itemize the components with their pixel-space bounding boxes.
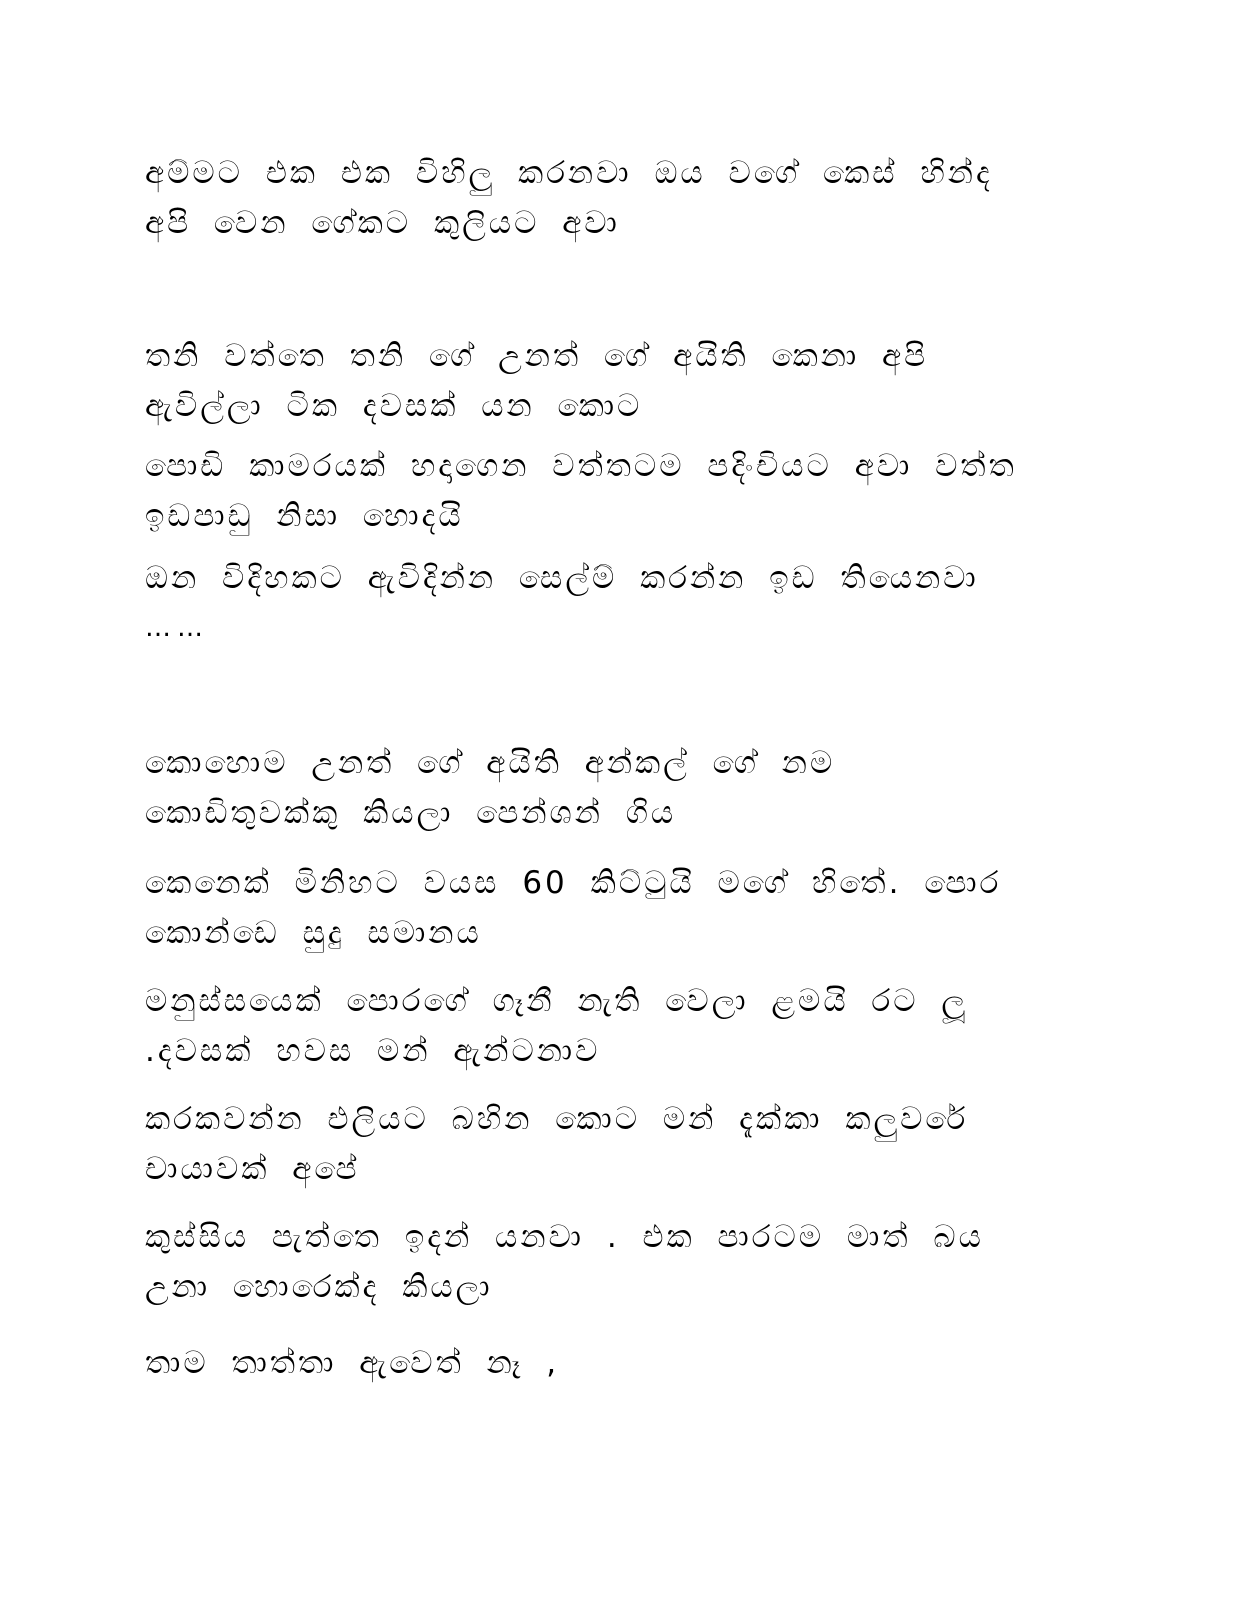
text-line: චායාවක් අපේ (145, 1151, 360, 1187)
text-line: තාම තාත්තා ඇවෙත් නෑ , (145, 1345, 560, 1381)
paragraph-9 (145, 1212, 1105, 1312)
text-line: උනා හොරෙක්ද කියලා (145, 1269, 493, 1305)
paragraph-7 (145, 976, 1105, 1076)
paragraph-5 (145, 738, 1105, 838)
text-line: මනුස්සයෙක් පොරගේ ගෑනී නැති වෙලා ළමයි රට ලූ (145, 983, 969, 1019)
paragraph-3 (145, 441, 1105, 541)
text-line: තනි වත්තෙ තනි ගේ උනත් ගේ අයිති කෙනා අපි (145, 338, 929, 374)
paragraph-1 (145, 148, 1105, 248)
paragraph-2 (145, 331, 1105, 431)
text-line: ඉඩපාඩු නිසා හොදයි (145, 498, 464, 534)
ellipsis-line: …… (145, 613, 209, 643)
paragraph-8 (145, 1094, 1105, 1194)
text-line: කුස්සිය පැත්තෙ ඉදන් යනවා . එක පාරටම මාත් බය (145, 1219, 984, 1255)
paragraph-6 (145, 858, 1105, 958)
text-line: අම්මට එක එක විහිලු කරනවා ඔය වගේ කෙස් හින්ද (145, 155, 993, 191)
text-line: ඇවිල්ලා ටික දවසක් යන කොට (145, 388, 643, 424)
text-line: අපි වෙන ගේකට කුලියට අවා (145, 205, 620, 241)
paragraph-4 (145, 553, 1105, 653)
text-line: කොන්ඩෙ සුදු සමානය (145, 915, 482, 951)
text-line: කරකවන්න එලියට බහින කොට මන් දැක්කා කලුවරේ (145, 1101, 969, 1137)
text-line: කොහොම උනත් ගේ අයිති අන්කල් ගේ නම (145, 745, 836, 781)
text-line: කොඩිතුවක්කු කියලා පෙන්ශන් ගිය (145, 795, 677, 831)
text-line: පොඩි කාමරයක් හදාගෙන වත්තටම පදිංචියට අවා වත්ත (145, 448, 1017, 484)
paragraph-10 (145, 1338, 1105, 1388)
text-line: .දවසක් හවස මන් ඇන්ටනාව (145, 1033, 601, 1069)
text-line: කෙනෙක් මිනිහට වයස 60 කිට්ටුයි මගේ හිතේ. පොර (145, 865, 1002, 901)
text-line: ඔන විදිහකට ඇවිදින්න සෙල්ම් කරන්න ඉඩ තියෙනවා (145, 560, 979, 596)
